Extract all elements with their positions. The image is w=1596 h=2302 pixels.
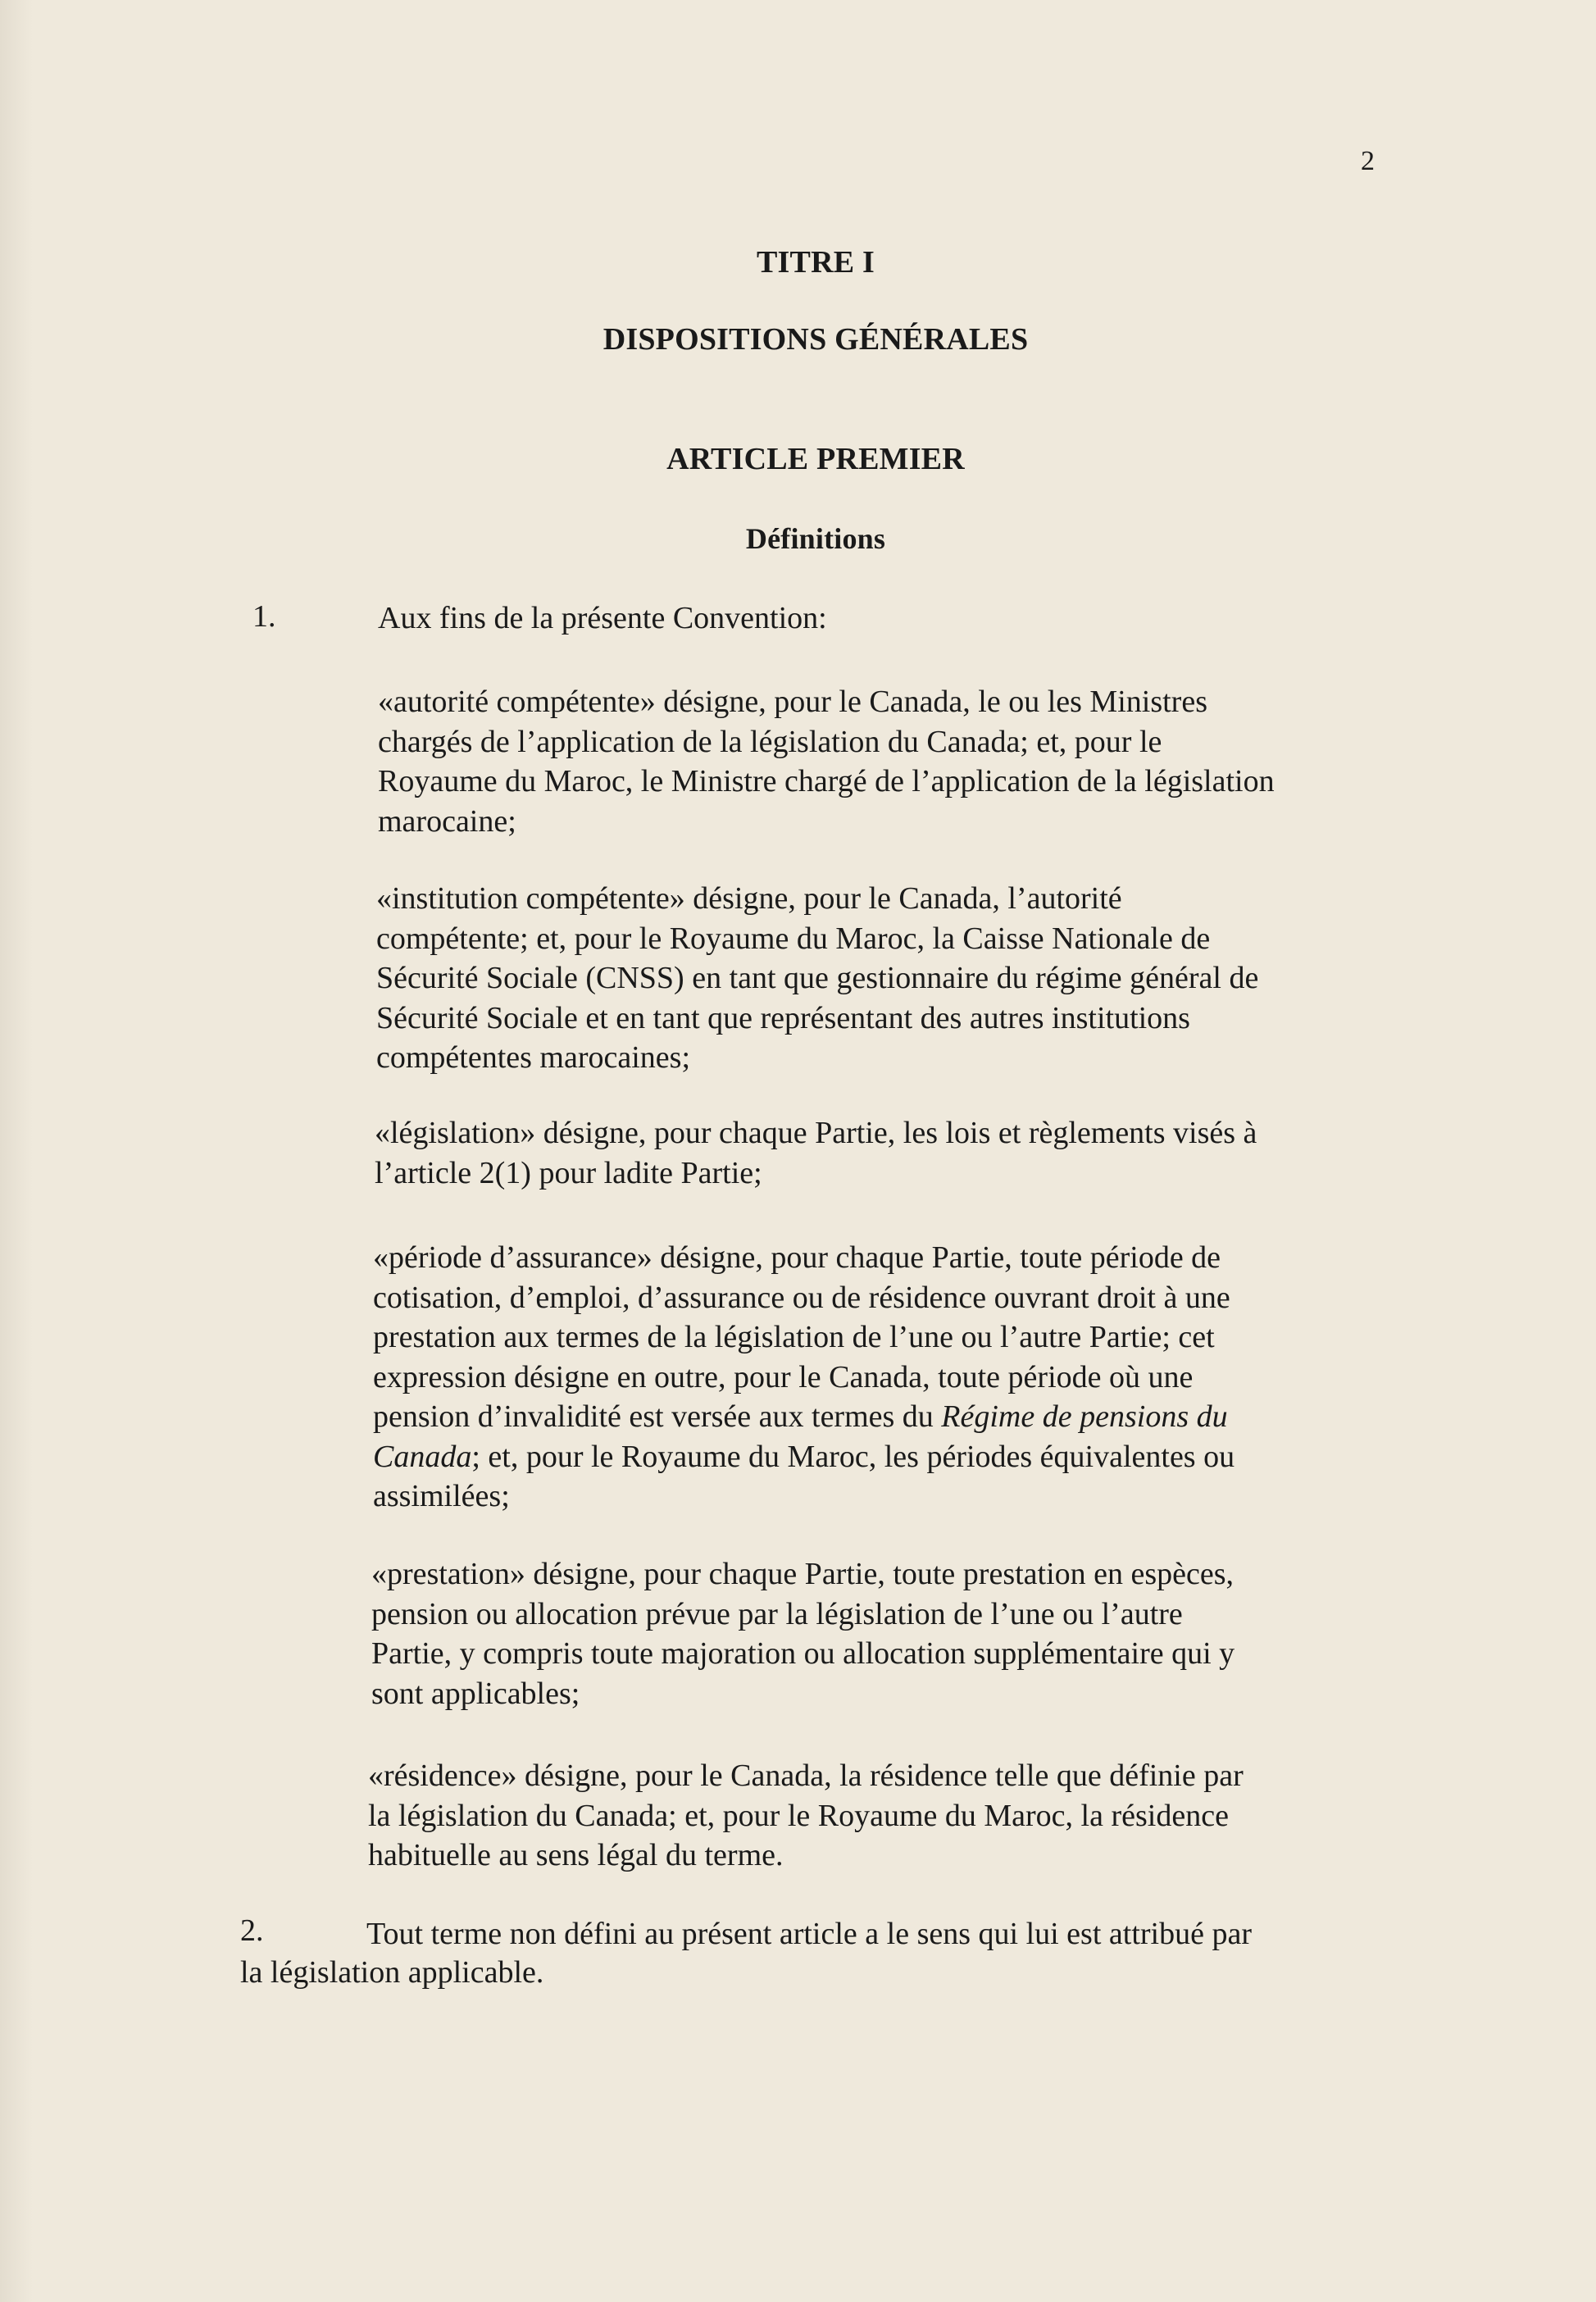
definition-line: expression désigne en outre, pour le Canada, toute période où une <box>373 1359 1194 1394</box>
definition-line: «autorité compétente» désigne, pour le Canada, le ou les Ministres <box>378 685 1207 719</box>
page-number: 2 <box>1361 146 1375 176</box>
definition-line: la législation du Canada; et, pour le Royaume du Maroc, la résidence <box>368 1798 1229 1833</box>
definition-line <box>373 1437 1235 1477</box>
definition-line: Sécurité Sociale (CNSS) en tant que gestionnaire du régime général de <box>376 961 1259 995</box>
definition-institution-competente <box>376 879 1258 1078</box>
title-heading: TITRE I <box>757 245 875 280</box>
definition-line: «législation» désigne, pour chaque Partie, les lois et règlements visés à <box>375 1116 1257 1150</box>
definition-line: assimilées; <box>373 1479 510 1513</box>
definition-legislation <box>375 1113 1257 1193</box>
definition-line: Royaume du Maroc, le Ministre chargé de l’application de la législation <box>378 764 1275 798</box>
paragraph-number-1: 1. <box>252 599 276 634</box>
definition-line: l’article 2(1) pour ladite Partie; <box>375 1155 762 1190</box>
italic-title-regime: Régime de pensions du <box>941 1399 1228 1434</box>
definition-line: «période d’assurance» désigne, pour chaque Partie, toute période de <box>373 1240 1221 1275</box>
definition-line: prestation aux termes de la législation de l’une ou l’autre Partie; cet <box>373 1320 1215 1354</box>
subheading-definitions: Définitions <box>745 522 886 555</box>
definition-line: «prestation» désigne, pour chaque Partie, toute prestation en espèces, <box>371 1557 1235 1591</box>
definition-line: habituelle au sens légal du terme. <box>368 1838 784 1872</box>
definition-line: Sécurité Sociale et en tant que représentant des autres institutions <box>376 1000 1190 1035</box>
paragraph-1-intro: Aux fins de la présente Convention: <box>378 601 827 635</box>
section-heading: DISPOSITIONS GÉNÉRALES <box>602 322 1029 357</box>
definition-line: compétentes marocaines; <box>376 1040 691 1075</box>
article-heading: ARTICLE PREMIER <box>666 442 965 476</box>
definition-autorite-competente <box>378 682 1275 841</box>
definition-line: chargés de l’application de la législation du Canada; et, pour le <box>378 724 1162 759</box>
paragraph-2-line-1: Tout terme non défini au présent article a le sens qui lui est attribué par <box>366 1917 1252 1951</box>
definition-prestation <box>371 1554 1235 1713</box>
definition-periode-assurance <box>373 1238 1235 1517</box>
definition-line: compétente; et, pour le Royaume du Maroc, la Caisse Nationale de <box>376 921 1211 956</box>
definition-line: Partie, y compris toute majoration ou allocation supplémentaire qui y <box>371 1636 1235 1671</box>
definition-line: marocaine; <box>378 803 516 839</box>
definition-line-text: ; et, pour le Royaume du Maroc, les périodes équivalentes ou <box>471 1439 1235 1474</box>
definition-line: cotisation, d’emploi, d’assurance ou de résidence ouvrant droit à une <box>373 1280 1230 1315</box>
definition-line: «résidence» désigne, pour le Canada, la résidence telle que définie par <box>368 1758 1244 1793</box>
definition-line: sont applicables; <box>371 1676 580 1711</box>
definition-line: «institution compétente» désigne, pour le Canada, l’autorité <box>376 881 1122 916</box>
italic-title-canada: Canada <box>373 1439 472 1474</box>
definition-line-text: pension d’invalidité est versée aux termes du <box>373 1399 942 1434</box>
paragraph-2-line-2: la législation applicable. <box>240 1955 544 1990</box>
definition-residence <box>368 1756 1244 1876</box>
definition-line: pension ou allocation prévue par la législation de l’une ou l’autre <box>371 1596 1183 1631</box>
definition-line <box>373 1397 1235 1437</box>
paragraph-number-2: 2. <box>240 1913 264 1948</box>
